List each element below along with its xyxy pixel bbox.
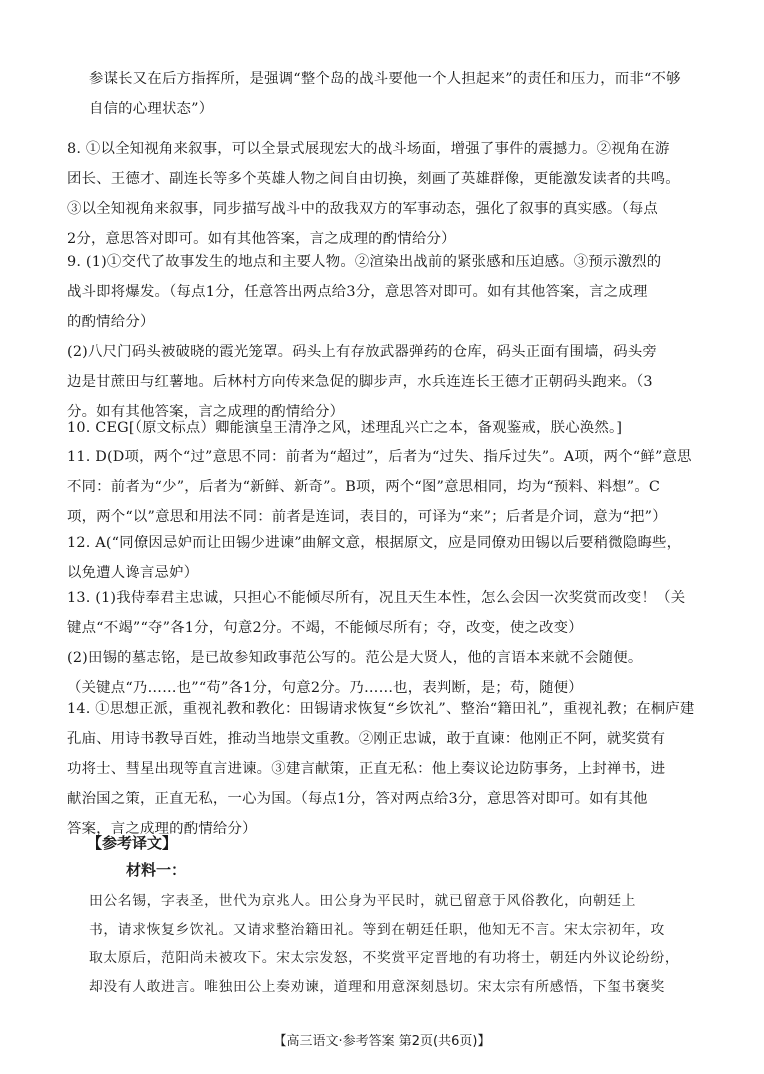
answer-line: 11. D(D项，两个“过”意思不同：前者为“超过”，后者为“过失、指斥过失”。A项，两个“鲜”意思 bbox=[67, 449, 692, 465]
answer-line: 键点“不竭”“夺”各1分，句意2分。不竭，不能倾尽所有；夺，改变，使之改变） bbox=[67, 620, 583, 636]
translation-line: 书，请求恢复乡饮礼。又请求整治籍田礼。等到在朝廷任职，他知无不言。宋太宗初年，攻 bbox=[89, 921, 665, 938]
answer-q13 bbox=[67, 583, 685, 703]
answer-line: 自信的心理状态”） bbox=[89, 101, 214, 117]
answer-line: 10. CEG[（原文标点）卿能演皇王清净之风，述理乱兴亡之本，备观鉴戒，朕心涣然。] bbox=[67, 420, 623, 436]
translation-heading: 【参考译文】 bbox=[87, 834, 178, 852]
answer-line: 2分，意思答对即可。如有其他答案，言之成理的酌情给分） bbox=[67, 231, 456, 247]
answer-cont bbox=[89, 64, 681, 124]
translation-line: 田公名锡，字表圣，世代为京兆人。田公身为平民时，就已留意于风俗教化，向朝廷上 bbox=[89, 893, 637, 909]
answer-line: 项，两个“以”意思和用法不同：前者是连词，表目的，可译为“来”；后者是介词，意为“把”） bbox=[67, 509, 667, 525]
answer-q8 bbox=[67, 134, 680, 254]
translation-line: 却没有人敢进言。唯独田公上奏劝谏，道理和用意深刻恳切。宋太宗有所感悟，下玺书褒奖 bbox=[89, 978, 665, 995]
answer-line: 14. ①思想正派，重视礼教和教化：田锡请求恢复“乡饮礼”、整治“籍田礼”，重视礼教；在桐庐建 bbox=[67, 701, 695, 717]
answer-line: 分。如有其他答案，言之成理的酌情给分） bbox=[67, 404, 345, 420]
answer-line: 献治国之策，正直无私，一心为国。（每点1分，答对两点给3分，意思答对即可。如有其他 bbox=[67, 791, 648, 807]
answer-q9 bbox=[67, 247, 661, 427]
answer-line: ③以全知视角来叙事，同步描写战斗中的敌我双方的军事动态，强化了叙事的真实感。（每点 bbox=[67, 201, 659, 217]
answer-line: （关键点“乃……也”“苟”各1分，句意2分。乃……也，表判断，是；苟，随便） bbox=[67, 680, 583, 696]
answer-line: 孔庙、用诗书教导百姓，推动当地崇文重教。②刚正忠诚，敢于直谏：他刚正不阿，就奖赏有 bbox=[67, 731, 666, 747]
answer-q12 bbox=[67, 528, 681, 588]
answer-line: 12. A(“同僚因忌妒而让田锡少进谏”曲解文意，根据原文，应是同僚劝田锡以后要稍微隐晦些， bbox=[67, 535, 682, 551]
answer-q10 bbox=[67, 413, 622, 443]
page-footer: 【高三语文·参考答案 第2页(共6页)】 bbox=[273, 1034, 491, 1049]
translation-line: 取太原后，范阳尚未被攻下。宋太宗发怒，不奖赏平定晋地的有功将士，朝廷内外议论纷纷， bbox=[89, 950, 680, 966]
answer-line: 战斗即将爆发。（每点1分，任意答出两点给3分，意思答对即可。如有其他答案，言之成理 bbox=[67, 284, 648, 300]
answer-q14 bbox=[67, 694, 695, 844]
answer-q11 bbox=[67, 442, 692, 532]
answer-line: 9. (1)①交代了故事发生的地点和主要人物。②渲染出战前的紧张感和压迫感。③预示激烈的 bbox=[67, 254, 662, 270]
answer-line: (2)田锡的墓志铭，是已故参知政事范公写的。范公是大贤人，他的言语本来就不会随便。 bbox=[67, 650, 643, 666]
answer-line: 8. ①以全知视角来叙事，可以全景式展现宏大的战斗场面，增强了事件的震撼力。②视角在游 bbox=[67, 141, 670, 157]
answer-line: 以免遭人谗言忌妒） bbox=[67, 565, 199, 581]
answer-line: 答案，言之成理的酌情给分） bbox=[67, 821, 257, 837]
translation-subheading: 材料一： bbox=[126, 861, 187, 879]
answer-line: 不同：前者为“少”，后者为“新鲜、新奇”。B项，两个“图”意思相同，均为“预料、料想”。C bbox=[67, 479, 661, 495]
answer-line: 13. (1)我侍奉君主忠诚，只担心不能倾尽所有，况且天生本性，怎么会因一次奖赏而改变！（关 bbox=[67, 590, 686, 606]
answer-line: 团长、王德才、副连长等多个英雄人物之间自由切换，刻画了英雄群像，更能激发读者的共鸣。 bbox=[67, 171, 680, 187]
answer-line: (2)八尺门码头被破晓的霞光笼罩。码头上有存放武器弹药的仓库，码头正面有围墙，码头旁 bbox=[67, 344, 658, 360]
answer-line: 边是甘蔗田与红薯地。后林村方向传来急促的脚步声，水兵连连长王德才正朝码头跑来。（3 bbox=[67, 374, 653, 390]
answer-line: 的酌情给分） bbox=[67, 314, 155, 330]
answer-line: 参谋长又在后方指挥所，是强调“整个岛的战斗要他一个人担起来”的责任和压力，而非“不够 bbox=[89, 71, 681, 87]
answer-line: 功将士、彗星出现等直言进谏。③建言献策，正直无私：他上奏议论边防事务，上封禅书，进 bbox=[67, 761, 666, 777]
